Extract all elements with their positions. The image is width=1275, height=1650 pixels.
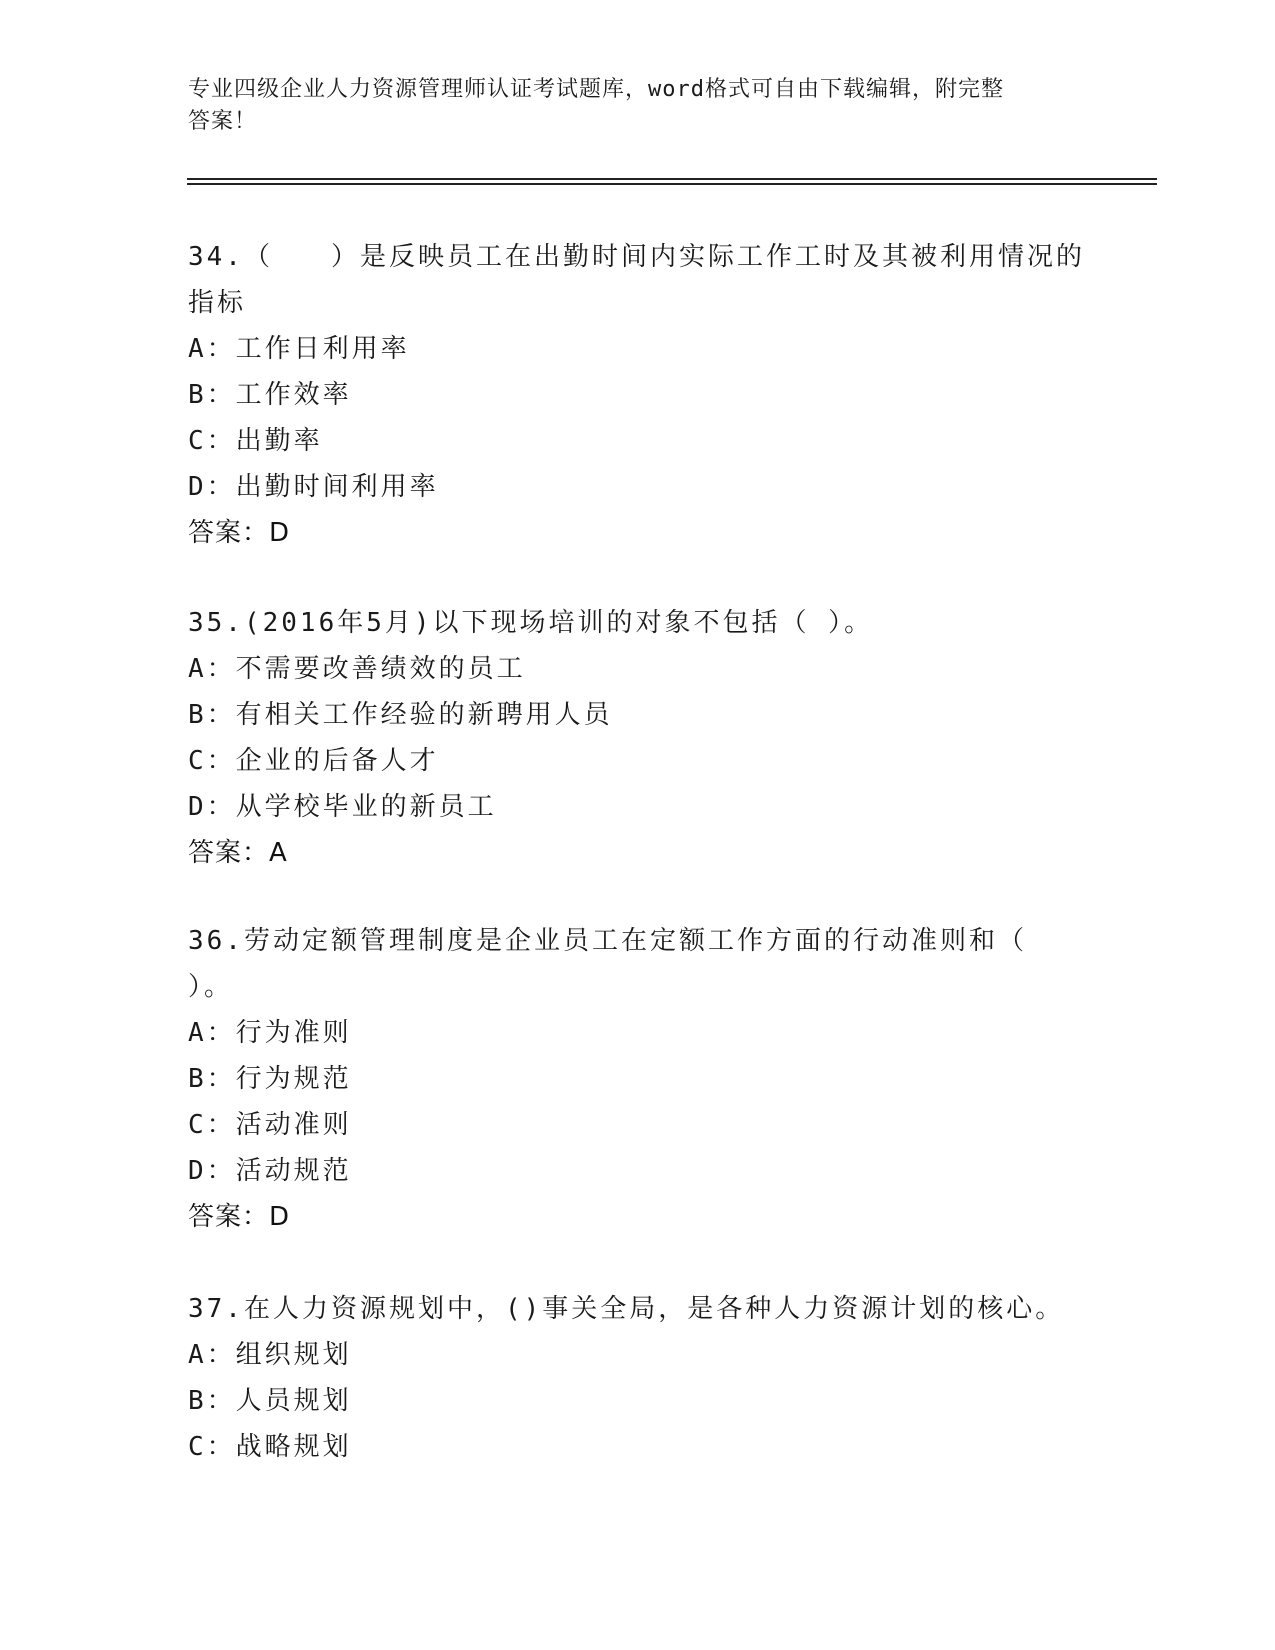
option-b: B：人员规划 bbox=[188, 1386, 352, 1416]
option-b: B：有相关工作经验的新聘用人员 bbox=[188, 700, 613, 730]
question-34 bbox=[188, 234, 1088, 556]
question-stem-continued: ）。 bbox=[188, 972, 234, 1002]
option-b: B：行为规范 bbox=[188, 1064, 352, 1094]
option-c: C：战略规划 bbox=[188, 1432, 352, 1462]
header-line-1: 专业四级企业人力资源管理师认证考试题库，word格式可自由下载编辑，附完整 bbox=[188, 77, 1004, 102]
option-a: A：组织规划 bbox=[188, 1340, 352, 1370]
option-c: C：活动准则 bbox=[188, 1110, 352, 1140]
question-35 bbox=[188, 600, 1088, 876]
answer: 答案：A bbox=[188, 838, 288, 868]
question-36 bbox=[188, 918, 1088, 1240]
option-c: C：出勤率 bbox=[188, 426, 323, 456]
question-stem: 34.（ ）是反映员工在出勤时间内实际工作工时及其被利用情况的 bbox=[188, 242, 1085, 272]
document-header bbox=[188, 74, 1088, 138]
answer: 答案：D bbox=[188, 518, 291, 548]
question-stem: 35.(2016年5月)以下现场培训的对象不包括（ ）。 bbox=[188, 608, 874, 638]
header-divider-top bbox=[187, 178, 1157, 180]
option-d: D：从学校毕业的新员工 bbox=[188, 792, 497, 822]
option-a: A：工作日利用率 bbox=[188, 334, 410, 364]
question-stem: 37.在人力资源规划中，()事关全局，是各种人力资源计划的核心。 bbox=[188, 1294, 1065, 1324]
question-37 bbox=[188, 1286, 1088, 1470]
header-line-2: 答案！ bbox=[188, 109, 258, 134]
option-d: D：出勤时间利用率 bbox=[188, 472, 439, 502]
answer: 答案：D bbox=[188, 1202, 291, 1232]
option-c: C：企业的后备人才 bbox=[188, 746, 439, 776]
option-a: A：行为准则 bbox=[188, 1018, 352, 1048]
question-stem: 36.劳动定额管理制度是企业员工在定额工作方面的行动准则和（ bbox=[188, 926, 1027, 956]
question-stem-continued: 指标 bbox=[188, 288, 247, 318]
option-a: A：不需要改善绩效的员工 bbox=[188, 654, 526, 684]
header-divider-bottom bbox=[187, 183, 1157, 185]
option-b: B：工作效率 bbox=[188, 380, 352, 410]
option-d: D：活动规范 bbox=[188, 1156, 352, 1186]
